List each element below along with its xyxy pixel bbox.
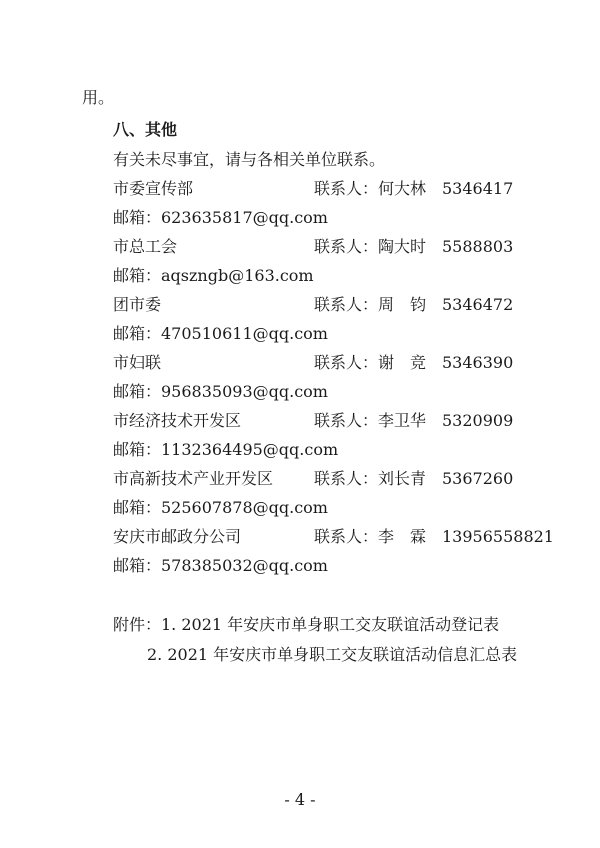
contact-person: 联系人：李卫华 5320909: [314, 411, 514, 430]
contact-person: 联系人：李 霖 13956558821: [314, 527, 554, 546]
contact-note: 有关未尽事宜，请与各相关单位联系。: [113, 150, 386, 169]
contact-org: 市高新技术产业开发区: [113, 469, 274, 488]
contact-email: 邮箱：1132364495@qq.com: [113, 440, 339, 459]
contact-email: 邮箱：578385032@qq.com: [113, 556, 328, 575]
contact-org: 市总工会: [113, 237, 178, 256]
attachment-item-2: 2. 2021 年安庆市单身职工交友联谊活动信息汇总表: [147, 645, 518, 664]
contact-org: 市委宣传部: [113, 179, 194, 198]
contact-email: 邮箱：aqszngb@163.com: [113, 266, 314, 285]
section-heading: 八、其他: [113, 120, 178, 139]
contact-person: 联系人：谢 竞 5346390: [314, 353, 514, 372]
page-number: - 4 -: [284, 790, 316, 809]
contact-org: 市经济技术开发区: [113, 411, 242, 430]
contact-org: 安庆市邮政分公司: [113, 527, 242, 546]
contact-org: 市妇联: [113, 353, 162, 372]
contact-person: 联系人：何大林 5346417: [314, 179, 514, 198]
contact-email: 邮箱：623635817@qq.com: [113, 208, 328, 227]
intro-tail: 用。: [82, 88, 115, 107]
contact-email: 邮箱：525607878@qq.com: [113, 498, 328, 517]
attachment-item-1: 附件：1. 2021 年安庆市单身职工交友联谊活动登记表: [113, 615, 500, 634]
contact-person: 联系人：周 钧 5346472: [314, 295, 514, 314]
contact-org: 团市委: [113, 295, 162, 314]
contact-email: 邮箱：956835093@qq.com: [113, 382, 328, 401]
contact-person: 联系人：刘长青 5367260: [314, 469, 514, 488]
contact-person: 联系人：陶大时 5588803: [314, 237, 514, 256]
contact-email: 邮箱：470510611@qq.com: [113, 324, 328, 343]
